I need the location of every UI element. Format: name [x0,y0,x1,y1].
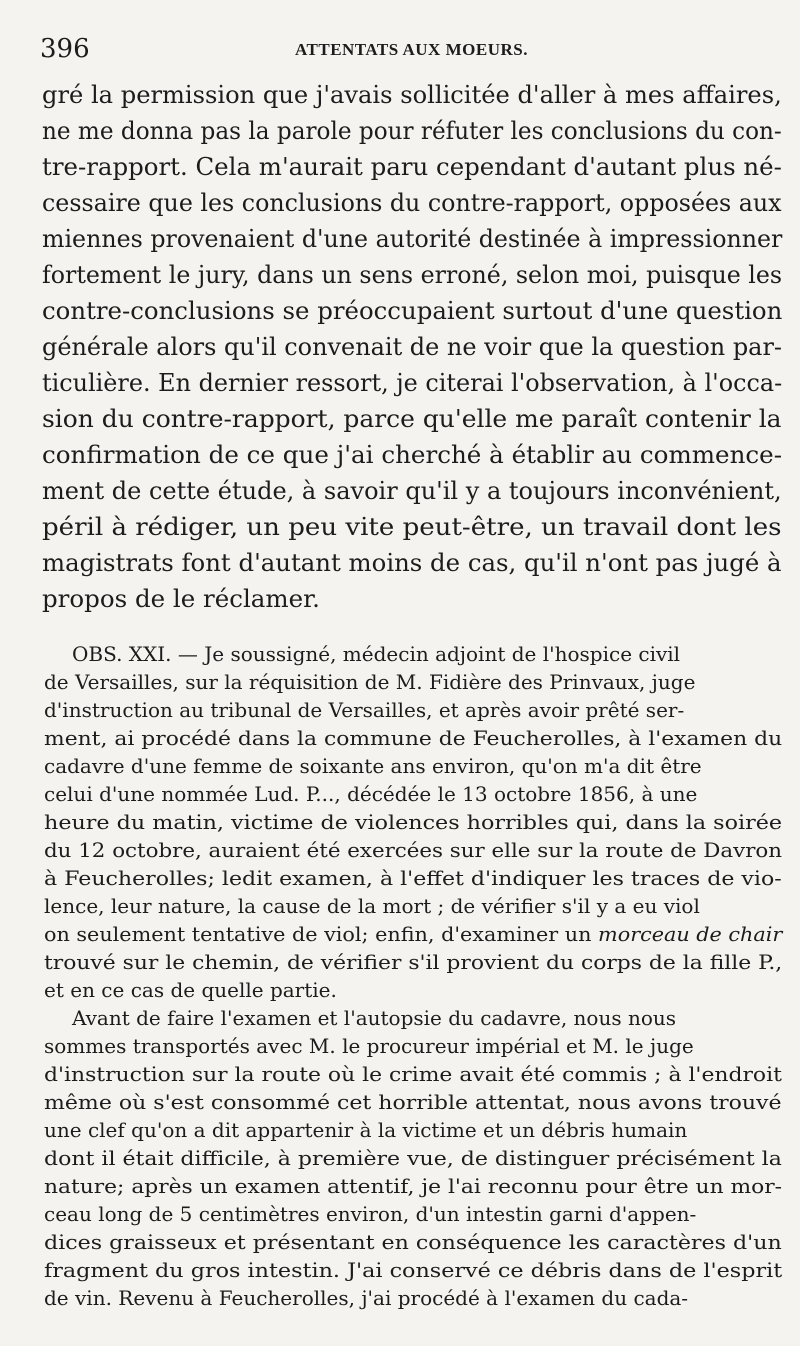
text-line: fortement le jury, dans un sens erroné, selon moi, puisque les [42,260,783,289]
text-line: générale alors qu'il convenait de ne voir que la question par- [42,332,782,361]
text-line: magistrats font d'autant moins de cas, qu'il n'ont pas jugé à [42,548,782,577]
page-header [40,34,780,70]
text-line: propos de le réclamer. [42,584,320,613]
text-line: confirmation de ce que j'ai cherché à établir au commence- [42,440,783,469]
text-line: heure du matin, victime de violences horribles qui, dans la soirée [44,810,783,834]
text-line: OBS. XXI. — Je soussigné, médecin adjoint de l'hospice civil [72,642,681,666]
text-line: celui d'une nommée Lud. P..., décédée le 13 octobre 1856, à une [44,782,698,806]
text-line: sion du contre-rapport, parce qu'elle me paraît contenir la [42,404,782,433]
page-number: 396 [40,34,90,64]
text-line: de Versailles, sur la réquisition de M. Fidière des Prinvaux, juge [44,670,696,694]
text-line: dices graisseux et présentant en conséquence les caractères d'un [44,1230,782,1254]
text-line: miennes provenaient d'une autorité destinée à impressionner [42,224,783,253]
text-line: sommes transportés avec M. le procureur impérial et M. le juge [44,1034,694,1058]
text-line: cadavre d'une femme de soixante ans environ, qu'on m'a dit être [44,754,702,778]
text-line: de vin. Revenu à Feucherolles, j'ai procédé à l'examen du cada- [44,1286,689,1310]
text-line: et en ce cas de quelle partie. [44,978,337,1002]
text-line: tre-rapport. Cela m'aurait paru cependant d'autant plus né- [42,152,782,181]
text-line: du 12 octobre, auraient été exercées sur elle sur la route de Davron [44,838,783,862]
text-line: fragment du gros intestin. J'ai conservé ce débris dans de l'esprit [44,1258,783,1282]
text-line: péril à rédiger, un peu vite peut-être, un travail dont les [42,512,782,541]
text-line: trouvé sur le chemin, de vérifier s'il provient du corps de la fille P., [44,950,783,974]
text-line: ticulière. En dernier ressort, je citerai l'observation, à l'occa- [42,368,783,397]
text-line: une clef qu'on a dit appartenir à la victime et un débris humain [44,1118,688,1142]
text-line: cessaire que les conclusions du contre-rapport, opposées aux [42,188,782,217]
text-line: d'instruction sur la route où le crime avait été commis ; à l'endroit [44,1062,782,1086]
text-line: ment de cette étude, à savoir qu'il y a toujours inconvénient, [42,476,782,505]
text-line-with-italic [44,922,782,946]
text-line: dont il était difficile, à première vue, de distinguer précisément la [44,1146,782,1170]
text-line: contre-conclusions se préoccupaient surtout d'une question [42,296,783,325]
text-line: à Feucherolles; ledit examen, à l'effet d'indiquer les traces de vio- [44,866,782,890]
text-line: nature; après un examen attentif, je l'ai reconnu pour être un mor- [44,1174,783,1198]
text-line: gré la permission que j'avais sollicitée d'aller à mes affaires, [42,80,782,109]
text-line: ne me donna pas la parole pour réfuter les conclusions du con- [42,116,782,145]
text-line: lence, leur nature, la cause de la mort ; de vérifier s'il y a eu viol [44,894,700,918]
text-line: ment, ai procédé dans la commune de Feucherolles, à l'examen du [44,726,783,750]
text-line: ceau long de 5 centimètres environ, d'un intestin garni d'appen- [44,1202,697,1226]
text-span: on seulement tentative de viol; enfin, d'examiner un [44,922,599,946]
running-title: ATTENTATS AUX MOEURS. [295,40,528,59]
text-line: d'instruction au tribunal de Versailles, et après avoir prêté ser- [44,698,685,722]
italic-phrase: morceau de chair [598,922,783,946]
text-line: Avant de faire l'examen et l'autopsie du cadavre, nous nous [72,1006,677,1030]
text-line: même où s'est consommé cet horrible attentat, nous avons trouvé [44,1090,782,1114]
